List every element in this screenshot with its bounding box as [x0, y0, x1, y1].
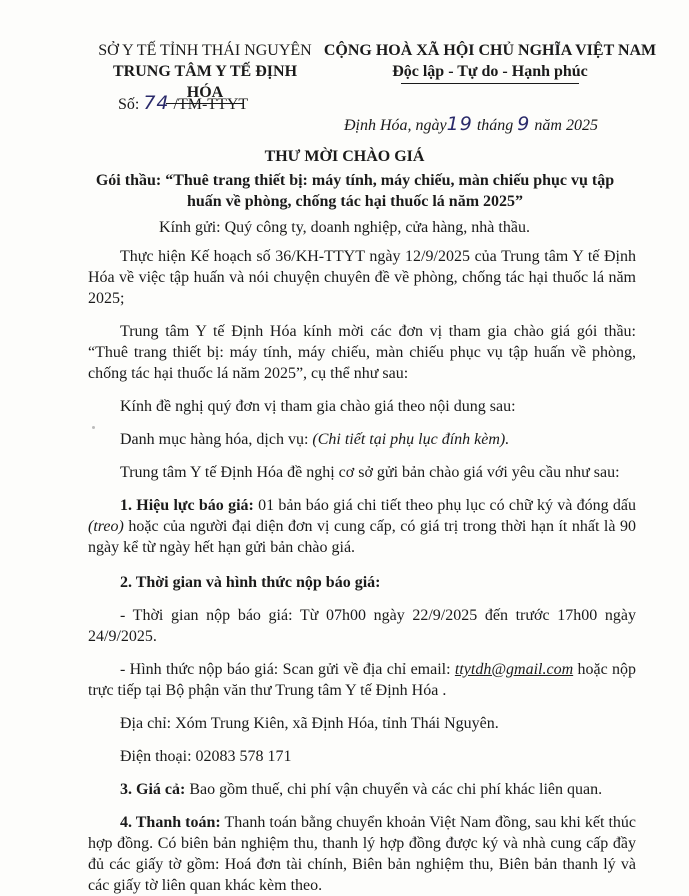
submission-method-text: - Hình thức nộp báo giá: Scan gửi về địa chỉ email: — [120, 661, 455, 678]
goods-list-note: (Chi tiết tại phụ lục đính kèm). — [312, 431, 510, 448]
date-line — [344, 113, 598, 135]
section-submission-title: 2. Thời gian và hình thức nộp báo giá: — [120, 574, 381, 591]
document-title: THƯ MỜI CHÀO GIÁ — [264, 148, 425, 165]
section-payment-heading: 4. Thanh toán: — [120, 814, 221, 831]
para-requirements-intro: Trung tâm Y tế Định Hóa đề nghị cơ sở gửi bản chào giá với yêu cầu như sau: — [120, 464, 620, 481]
section-payment — [88, 812, 636, 896]
para-goods-list — [88, 429, 636, 450]
submission-method-text-b: hoặc nộp trực tiếp tại Bộ phận văn thư Trung tâm Y tế Định Hóa . — [88, 661, 636, 699]
submission-time: - Thời gian nộp báo giá: Từ 07h00 ngày 22/9/2025 đến trước 17h00 ngày 24/9/2025. — [88, 607, 636, 645]
document-body — [88, 246, 636, 896]
package-title: Gói thầu: “Thuê trang thiết bị: máy tính, máy chiếu, màn chiếu phục vụ tập huấn về phòng, chống tác hại thuốc lá năm 2025” — [95, 172, 615, 210]
motto-underline — [401, 83, 579, 84]
recipients: Kính gửi: Quý công ty, doanh nghiệp, cửa hàng, nhà thầu. — [159, 219, 530, 236]
section-validity-heading: 1. Hiệu lực báo giá: — [120, 497, 254, 514]
submission-method — [88, 659, 636, 701]
section-price — [88, 779, 636, 800]
date-prefix: Định Hóa, ngày — [344, 117, 447, 134]
para-invitation: Trung tâm Y tế Định Hóa kính mời các đơn vị tham gia chào giá gói thầu: “Thuê trang thiết bị: máy tính, máy chiếu, màn chiếu phục vụ tập huấn về phòng, chống tác hại thuốc lá năm 2025”, cụ thể như sau: — [88, 323, 636, 382]
section-validity-treo: (treo) — [88, 518, 124, 535]
submission-phone: Điện thoại: 02083 578 171 — [120, 748, 292, 765]
date-month-label: tháng — [476, 117, 514, 134]
section-price-text: Bao gồm thuế, chi phí vận chuyển và các chi phí khác liên quan. — [185, 781, 603, 798]
para-request: Kính đề nghị quý đơn vị tham gia chào giá theo nội dung sau: — [120, 398, 516, 415]
date-year: năm 2025 — [534, 117, 598, 134]
section-validity-text-a: 01 bản báo giá chi tiết theo phụ lục có chữ ký và đóng dấu — [253, 497, 636, 514]
document-number — [118, 92, 248, 114]
national-header — [320, 40, 660, 84]
national-title: CỘNG HOÀ XÃ HỘI CHỦ NGHĨA VIỆT NAM — [323, 42, 657, 59]
para-plan-reference: Thực hiện Kế hoạch số 36/KH-TTYT ngày 12/9/2025 của Trung tâm Y tế Định Hóa về việc tập huấn và nói chuyện chuyên đề về phòng, chống tác hại thuốc lá năm 2025; — [88, 248, 636, 307]
so-number-handwritten: 74 — [143, 92, 170, 114]
submission-address: Địa chỉ: Xóm Trung Kiên, xã Định Hóa, tỉnh Thái Nguyên. — [120, 715, 499, 732]
goods-list-label: Danh mục hàng hóa, dịch vụ: — [120, 431, 313, 448]
date-month-handwritten: 9 — [517, 113, 531, 135]
section-validity — [88, 495, 636, 558]
so-label: Số: — [118, 96, 140, 113]
so-suffix: /TM-TTYT — [173, 96, 249, 113]
date-day-handwritten: 19 — [446, 113, 473, 135]
issuer-parent: SỞ Y TẾ TỈNH THÁI NGUYÊN — [98, 42, 312, 59]
section-validity-text-b: hoặc của người đại diện đơn vị cung cấp, có giá trị trong thời hạn ít nhất là 90 ngày kể từ ngày hết hạn gửi bản chào giá. — [88, 518, 636, 556]
national-motto: Độc lập - Tự do - Hạnh phúc — [392, 63, 588, 80]
section-price-heading: 3. Giá cả: — [120, 781, 186, 798]
submission-email-link[interactable]: ttytdh@gmail.com — [454, 661, 574, 678]
section-payment-text: Thanh toán bằng chuyển khoản Việt Nam đồng, sau khi kết thúc hợp đồng. Có biên bản nghiệm thu, thanh lý hợp đồng được ký và nhà cung cấp đầy đủ các giấy tờ gồm: Hoá đơn tài chính, Biên bản nghiệm thu, Biên bản thanh lý và các giấy tờ liên quan khác kèm theo. — [88, 814, 636, 894]
issuer-name: TRUNG TÂM Y TẾ ĐỊNH HÓA — [112, 63, 298, 101]
section-submission-heading — [88, 572, 636, 593]
